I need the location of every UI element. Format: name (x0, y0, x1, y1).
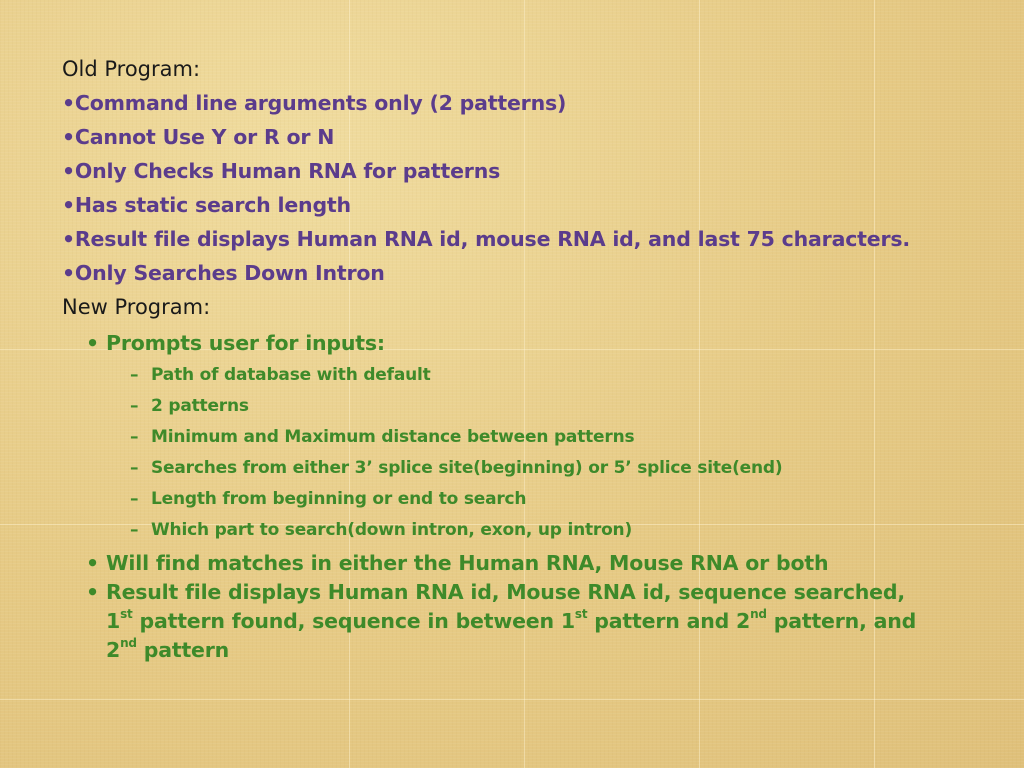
bullet-icon: • (62, 125, 75, 149)
new-program-item-result: • Result file displays Human RNA id, Mouse RNA id, sequence searched, 1st pattern found, sequence in between 1st pattern and 2nd pattern, and 2nd pattern (86, 580, 917, 662)
bullet-icon: • (86, 580, 99, 604)
prompt-subitem: – Length from beginning or end to search (62, 484, 992, 515)
bullet-icon: • (62, 227, 75, 251)
bullet-icon: • (62, 261, 75, 285)
slide-content (62, 52, 992, 665)
old-program-item: •Only Searches Down Intron (62, 261, 385, 285)
dash-icon: – (130, 489, 139, 509)
prompt-subitem: – Minimum and Maximum distance between patterns (62, 422, 992, 453)
new-program-heading: New Program: (62, 295, 211, 319)
result-line-1: Result file displays Human RNA id, Mouse RNA id, sequence searched, (106, 580, 905, 604)
old-program-item: •Only Checks Human RNA for patterns (62, 159, 501, 183)
old-program-heading: Old Program: (62, 57, 201, 81)
prompt-subitem: – Path of database with default (62, 360, 992, 391)
prompt-subitem: – Which part to search(down intron, exon, up intron) (62, 515, 992, 546)
bullet-icon: • (62, 159, 75, 183)
bullet-icon: • (86, 551, 99, 575)
prompt-subitem: – Searches from either 3’ splice site(beginning) or 5’ splice site(end) (62, 453, 992, 484)
dash-icon: – (130, 520, 139, 540)
dash-icon: – (130, 458, 139, 478)
new-program-item: • Will find matches in either the Human RNA, Mouse RNA or both (62, 549, 992, 578)
bullet-icon: • (86, 331, 99, 355)
new-program-item: • Prompts user for inputs: (62, 329, 992, 358)
old-program-item: •Has static search length (62, 193, 351, 217)
old-program-item: •Cannot Use Y or R or N (62, 125, 335, 149)
old-program-item: •Result file displays Human RNA id, mouse RNA id, and last 75 characters. (62, 227, 910, 251)
dash-icon: – (130, 427, 139, 447)
background-grid-line (0, 699, 1024, 700)
dash-icon: – (130, 365, 139, 385)
old-program-item: •Command line arguments only (2 patterns) (62, 91, 567, 115)
dash-icon: – (130, 396, 139, 416)
bullet-icon: • (62, 91, 75, 115)
prompt-subitem: – 2 patterns (62, 391, 992, 422)
bullet-icon: • (62, 193, 75, 217)
